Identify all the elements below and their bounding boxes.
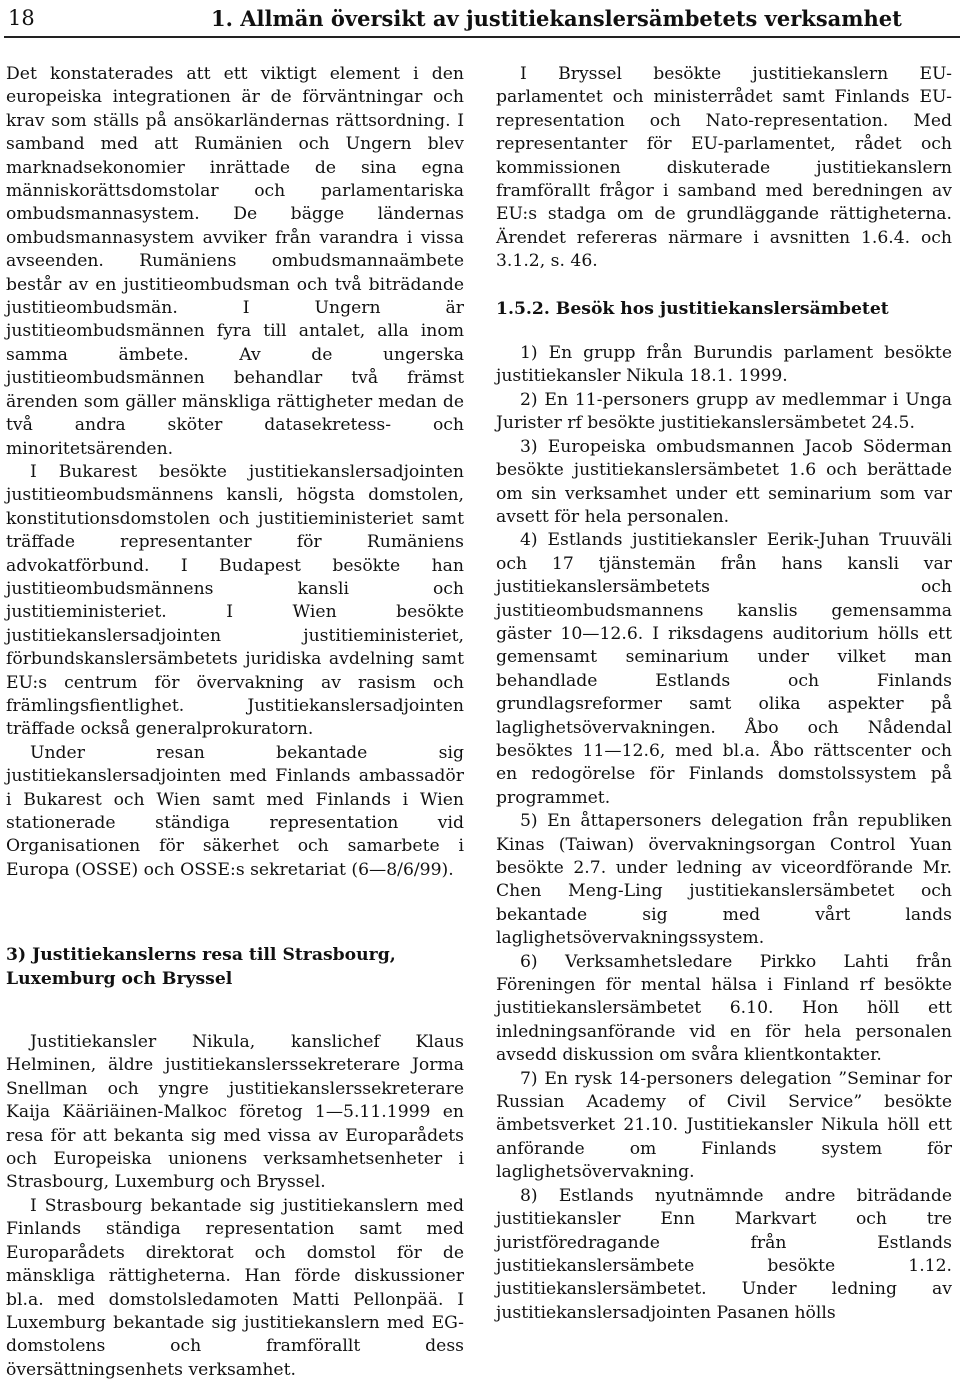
- right-column: [496, 63, 952, 1325]
- paragraph: I Bryssel besökte justitiekanslern EU-parlamentet och ministerrådet samt Finlands EU-representation och Nato-representation. Med representanter för EU-parlamentet, rådet och kommissionen diskuterade justitiekanslern framförallt frågor i samband med beredningen av EU:s stadga om de grundläggande rättigheterna. Ärendet refereras närmare i avsnitten 1.6.4. och 3.1.2, s. 46.: [496, 64, 952, 272]
- list-item: 1) En grupp från Burundis parlament besökte justitiekansler Nikula 18.1. 1999.: [496, 343, 952, 387]
- running-head: 1. Allmän översikt av justitiekanslersämbetets verksamhet: [211, 6, 902, 31]
- left-column: [6, 63, 464, 1382]
- spacer: [6, 991, 464, 1031]
- list-item: 5) En åttapersoners delegation från republiken Kinas (Taiwan) övervakningsorgan Control Yuan besökte 2.7. under ledning av viceordförande Mr. Chen Meng-Ling justitiekanslersämbetet och bekantade sig med vårt lands laglighetsövervakningssystem.: [496, 811, 952, 949]
- paragraph: Det konstaterades att ett viktigt element i den europeiska integrationen är de förväntningar och krav som ställs på ansökarländernas rättsordning. I samband med att Rumänien och Ungern blev marknadsekonomier inrättade de sina egna människorättsdomstolar och parlamentariska ombudsmannasystem. De bägge ländernas ombudsmannasystem avviker från varandra i vissa avseenden. Rumäniens ombudsmannaämbete består av en justitieombudsman och två biträdande justitieombudsmän. I Ungern är justitieombudsmännen fyra till antalet, alla inom samma ämbete. Av de ungerska justitieombudsmännen behandlar två främst ärenden som gäller mänskliga rättigheter medan de två andra sköter datasekretess- och minoritetsärenden.: [6, 64, 464, 459]
- list-item: 8) Estlands nyutnämnde andre biträdande justitiekansler Enn Markvart och tre juristföredragande från Estlands justitiekanslersämbete besökte 1.12. justitiekanslersämbetet. Under ledning av justitiekanslersadjointen Pasanen hölls: [496, 1185, 952, 1323]
- list-item: 6) Verksamhetsledare Pirkko Lahti från Föreningen för mental hälsa i Finland rf besökte justitiekanslersämbetet 6.10. Hon höll ett inledningsanförande vid en för hela personalen avsedd diskussion om svåra klientkontakter.: [496, 951, 952, 1066]
- list-item: 4) Estlands justitiekansler Eerik-Juhan Truuväli och 17 tjänstemän från hans kansli var justitiekanslersämbetets och justitieombudsmannens kanslis gemensamma gäster 10—12.6. I riksdagens auditorium hölls ett gemensamt seminarium under vilket man behandlade Estlands och Finlands grundlagsreformer samt olika aspekter på laglighetsövervakningen. Åbo och Nådendal besöktes 11—12.6, med bl.a. Åbo rättscenter och en redogörelse för Finlands domstolssystem på programmet.: [496, 530, 952, 808]
- paragraph: Under resan bekantade sig justitiekanslersadjointen med Finlands ambassadör i Bukarest och Wien samt med Finlands i Wien stationerade ständiga representation vid Organisationen för säkerhet och samarbete i Europa (OSSE) och OSSE:s sekretariat (6—8/6/99).: [6, 742, 464, 880]
- paragraph: I Strasbourg bekantade sig justitiekanslern med Finlands ständiga representation samt med Europarådets direktorat och domstol för de mänskliga rättigheterna. Han förde diskussioner bl.a. med domstolsledamoten Matti Pellonpää. I Luxemburg bekantade sig justitiekanslern med EG-domstolens och framförallt dess översättningsenhets verksamhet.: [6, 1195, 464, 1380]
- header-rule: [4, 36, 960, 38]
- section-heading: 3) Justitiekanslerns resa till Strasbourg, Luxemburg och Bryssel: [6, 945, 396, 989]
- list-item: 3) Europeiska ombudsmannen Jacob Söderman besökte justitiekanslersämbetet 1.6 och berättade om sin verksamhet under ett seminarium som var avsett för hela personalen.: [496, 436, 952, 527]
- spacer: [6, 882, 464, 944]
- page-number: 18: [8, 6, 35, 30]
- page-header: [0, 0, 960, 36]
- paragraph: Justitiekansler Nikula, kanslichef Klaus Helminen, äldre justitiekanslerssekreterare Jorma Snellman och yngre justitiekanslerssekreterare Kaija Kääriäinen-Malkoc företog 1—5.11.1999 en resa för att bekanta sig med vissa av Europarådets och Europeiska unionens verksamhetsenheter i Strasbourg, Luxemburg och Bryssel.: [6, 1032, 464, 1193]
- section-heading: 1.5.2. Besök hos justitiekanslersämbetet: [496, 298, 889, 319]
- list-item: 7) En rysk 14-personers delegation ”Seminar for Russian Academy of Civil Service” besökte ämbetsverket 21.10. Justitiekansler Nikula höll ett anförande om Finlands system för laglighetsövervakning.: [496, 1068, 952, 1183]
- paragraph: I Bukarest besökte justitiekanslersadjointen justitieombudsmännens kansli, högsta domstolen, konstitutionsdomstolen och justitieministeriet samt träffade representanter för Rumäniens advokatförbund. I Budapest besökte han justitieombudsmännens kansli och justitieministeriet. I Wien besökte justitiekanslersadjointen justitieministeriet, förbundskanslersämbetets juridiska avdelning samt EU:s centrum för övervakning av rasism och främlingsfientlighet. Justitiekanslersadjointen träffade också generalprokuratorn.: [6, 461, 464, 740]
- spacer: [496, 274, 952, 298]
- spacer: [496, 321, 952, 342]
- list-item: 2) En 11-personers grupp av medlemmar i Unga Jurister rf besökte justitiekanslersämbetet 24.5.: [496, 389, 952, 434]
